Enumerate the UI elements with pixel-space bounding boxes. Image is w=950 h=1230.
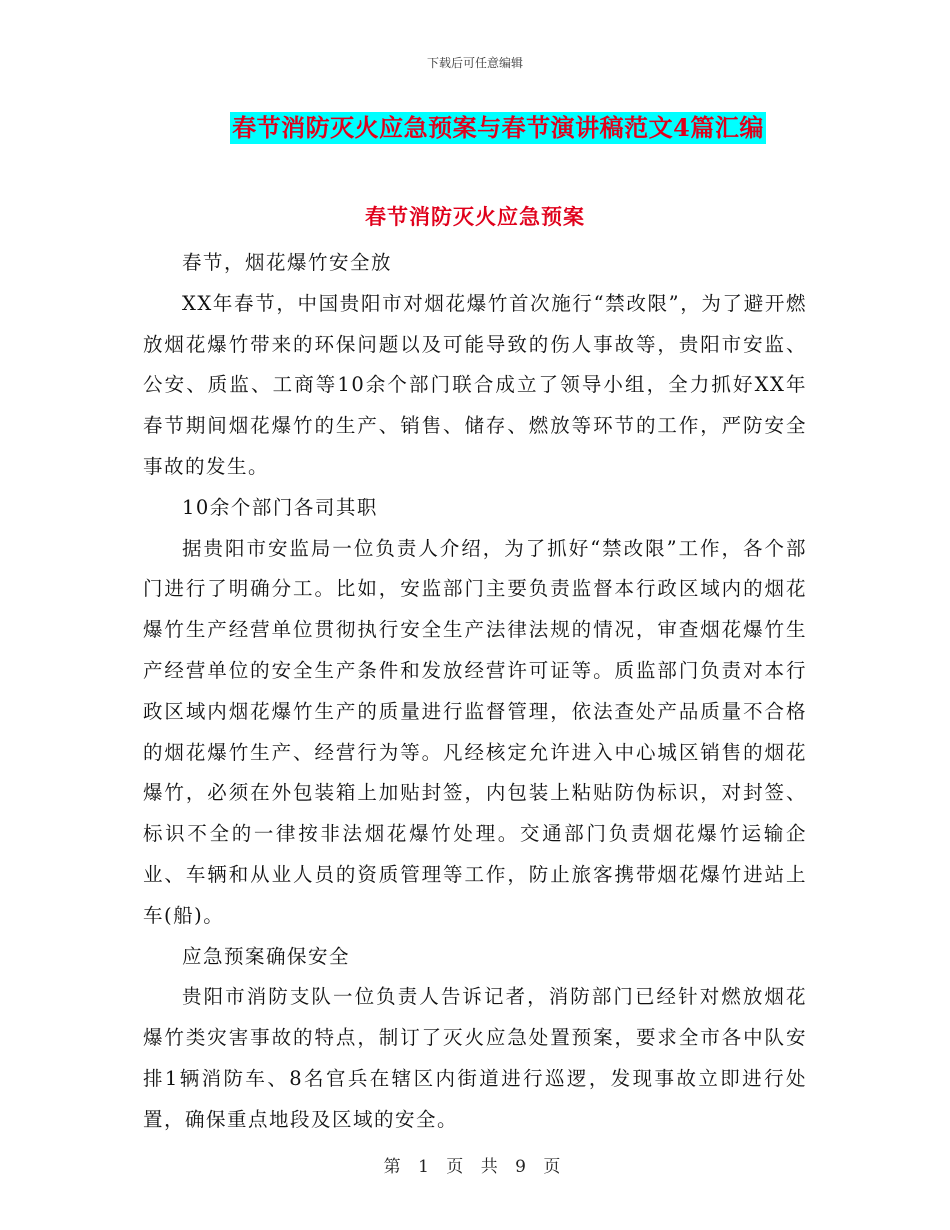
document-title-container [0, 112, 950, 144]
paragraph: 据贵阳市安监局一位负责人介绍，为了抓好“禁改限”工作，各个部门进行了明确分工。比如，安监部门主要负责监督本行政区域内的烟花爆竹生产经营单位贯彻执行安全生产法律法规的情况，审查烟花爆竹生产经营单位的安全生产条件和发放经营许可证等。质监部门负责对本行政区域内烟花爆竹生产的质量进行监督管理，依法查处产品质量不合格的烟花爆竹生产、经营行为等。凡经核定允许进入中心城区销售的烟花爆竹，必须在外包装箱上加贴封签，内包装上粘贴防伪标识，对封签、标识不全的一律按非法烟花爆竹处理。交通部门负责烟花爆竹运输企业、车辆和从业人员的资质管理等工作，防止旅客携带烟花爆竹进站上车(船)。 [143, 536, 807, 927]
document-body [143, 243, 807, 1141]
page-number: 第 1 页 共 9 页 [383, 1157, 567, 1177]
paragraph-subheading: 春节，烟花爆竹安全放 [182, 251, 393, 274]
section-title: 春节消防灭火应急预案 [365, 204, 585, 229]
document-title: 春节消防灭火应急预案与春节演讲稿范文4篇汇编 [232, 113, 764, 142]
paragraph-subheading: 10余个部门各司其职 [182, 495, 378, 519]
header-note: 下载后可任意编辑 [426, 56, 523, 70]
paragraph-subheading: 应急预案确保安全 [182, 944, 351, 968]
paragraph: XX年春节，中国贵阳市对烟花爆竹首次施行“禁改限”，为了避开燃放烟花爆竹带来的环保问题以及可能导致的伤人事故等，贵阳市安监、公安、质监、工商等10余个部门联合成立了领导小组，全力抓好XX年春节期间烟花爆竹的生产、销售、储存、燃放等环节的工作，严防安全事故的发生。 [143, 291, 807, 478]
paragraph: 贵阳市消防支队一位负责人告诉记者，消防部门已经针对燃放烟花爆竹类灾害事故的特点，制订了灭火应急处置预案，要求全市各中队安排1辆消防车、8名官兵在辖区内街道进行巡逻，发现事故立即进行处置，确保重点地段及区域的安全。 [143, 985, 807, 1131]
